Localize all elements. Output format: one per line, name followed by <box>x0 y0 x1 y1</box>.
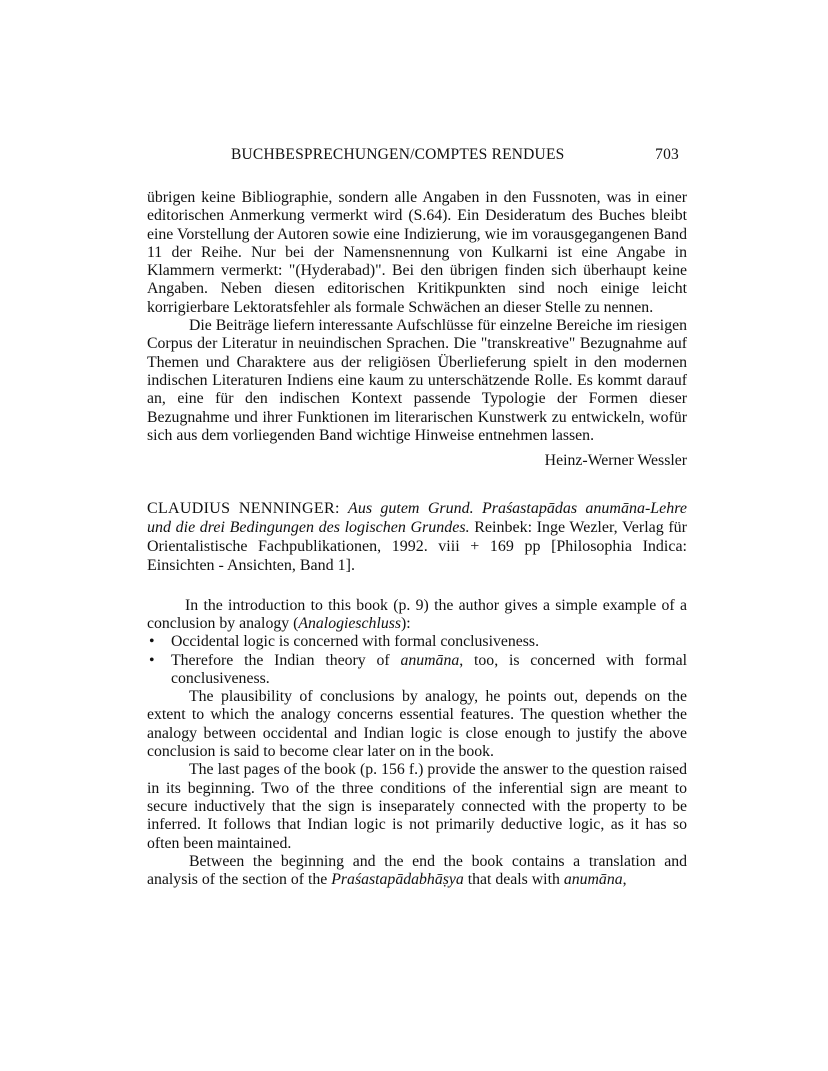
review2-paragraph-final <box>147 853 687 890</box>
final-term-anumana: anumāna <box>563 871 623 889</box>
final-text-middle: that deals with <box>463 871 564 889</box>
final-text-end: , <box>622 871 627 889</box>
page-number: 703 <box>655 146 679 163</box>
list-item-text-end: , too, is concerned with formal conclusiveness. <box>171 651 687 687</box>
list-item <box>147 633 687 651</box>
list-item-text: Therefore the Indian theory of <box>171 651 401 669</box>
running-head <box>147 138 687 166</box>
intro-text: In the introduction to this book (p. 9) the author gives a simple example of a conclusion by analogy ( <box>147 596 687 632</box>
bullet-icon: • <box>149 633 155 651</box>
intro-text-end: ): <box>401 614 411 632</box>
review1-paragraph-1: übrigen keine Bibliographie, sondern alle Angaben in den Fussnoten, was in einer editorischen Anmerkung vermerkt wird (S.64). Ein Desideratum des Buches bleibt eine Vorstellung der Autoren sowie eine Indizierung, wie im vorausgegangenen Band 11 der Reihe. Nur bei der Namensnennung von Kulkarni ist eine Angabe in Klammern vermerkt: "(Hyderabad)". Bei den übrigen finden sich überhaupt keine Angaben. Neben diesen editorischen Kritikpunkten sind noch einige leicht korrigierbare Lektoratsfehler als formale Schwächen an dieser Stelle zu nennen. <box>147 189 687 316</box>
list-item <box>147 652 687 689</box>
bibliographic-entry <box>147 500 687 575</box>
list-item-term: anumāna <box>400 651 460 669</box>
page <box>147 138 687 889</box>
review2-intro <box>147 597 687 634</box>
final-term-bhasya: Praśastapādabhāṣya <box>331 871 464 889</box>
review1-paragraph-2: Die Beiträge liefern interessante Aufschlüsse für einzelne Bereiche im riesigen Corpus der Literatur in neuindischen Sprachen. Die "transkreative" Bezugnahme auf Themen und Charaktere aus der religiösen Überlieferung spielt in den modernen indischen Literaturen Indiens eine kaum zu unterschätzende Rolle. Es kommt darauf an, eine für den indischen Kontext passende Typologie der Formen dieser Bezugnahme und ihrer Funktionen im literarischen Kunstwerk zu entwickeln, wofür sich aus dem vorliegenden Band wichtige Hinweise entnehmen lassen. <box>147 317 687 444</box>
book-author: CLAUDIUS NENNINGER: <box>147 500 340 518</box>
review2-paragraph-plausibility: The plausibility of conclusions by analogy, he points out, depends on the extent to which the analogy concerns essential features. The question whether the analogy between occidental and Indian logic is close enough to justify the above conclusion is said to become clear later on in the book. <box>147 688 687 761</box>
reviewer-signature: Heinz-Werner Wessler <box>544 452 687 470</box>
running-title: BUCHBESPRECHUNGEN/COMPTES RENDUES <box>231 146 565 163</box>
book-title: Aus gutem Grund. Praśastapādas anumāna-Lehre und die drei Bedingungen des logischen Grundes. <box>147 500 688 537</box>
intro-term: Analogieschluss <box>298 614 402 632</box>
book-publisher: Reinbek: Inge Wezler, Verlag für Orientalistische Fachpublikationen, 1992. viii + 169 pp [Philosophia Indica: Einsichten - Ansichten, Band 1]. <box>147 519 688 574</box>
review-nenninger <box>147 597 687 890</box>
review2-paragraph-last-pages: The last pages of the book (p. 156 f.) provide the answer to the question raised in its beginning. Two of the three conditions of the inferential sign are meant to secure inductively that the sign is inseparately connected with the property to be inferred. It follows that Indian logic is not primarily deductive logic, as it has so often been maintained. <box>147 761 687 852</box>
review-wessler <box>147 189 687 470</box>
bullet-icon: • <box>149 651 155 669</box>
final-text: Between the beginning and the end the book contains a translation and analysis of the section of the <box>147 852 687 889</box>
analogy-list <box>147 633 687 688</box>
list-item-text: Occidental logic is concerned with formal conclusiveness. <box>171 633 540 651</box>
